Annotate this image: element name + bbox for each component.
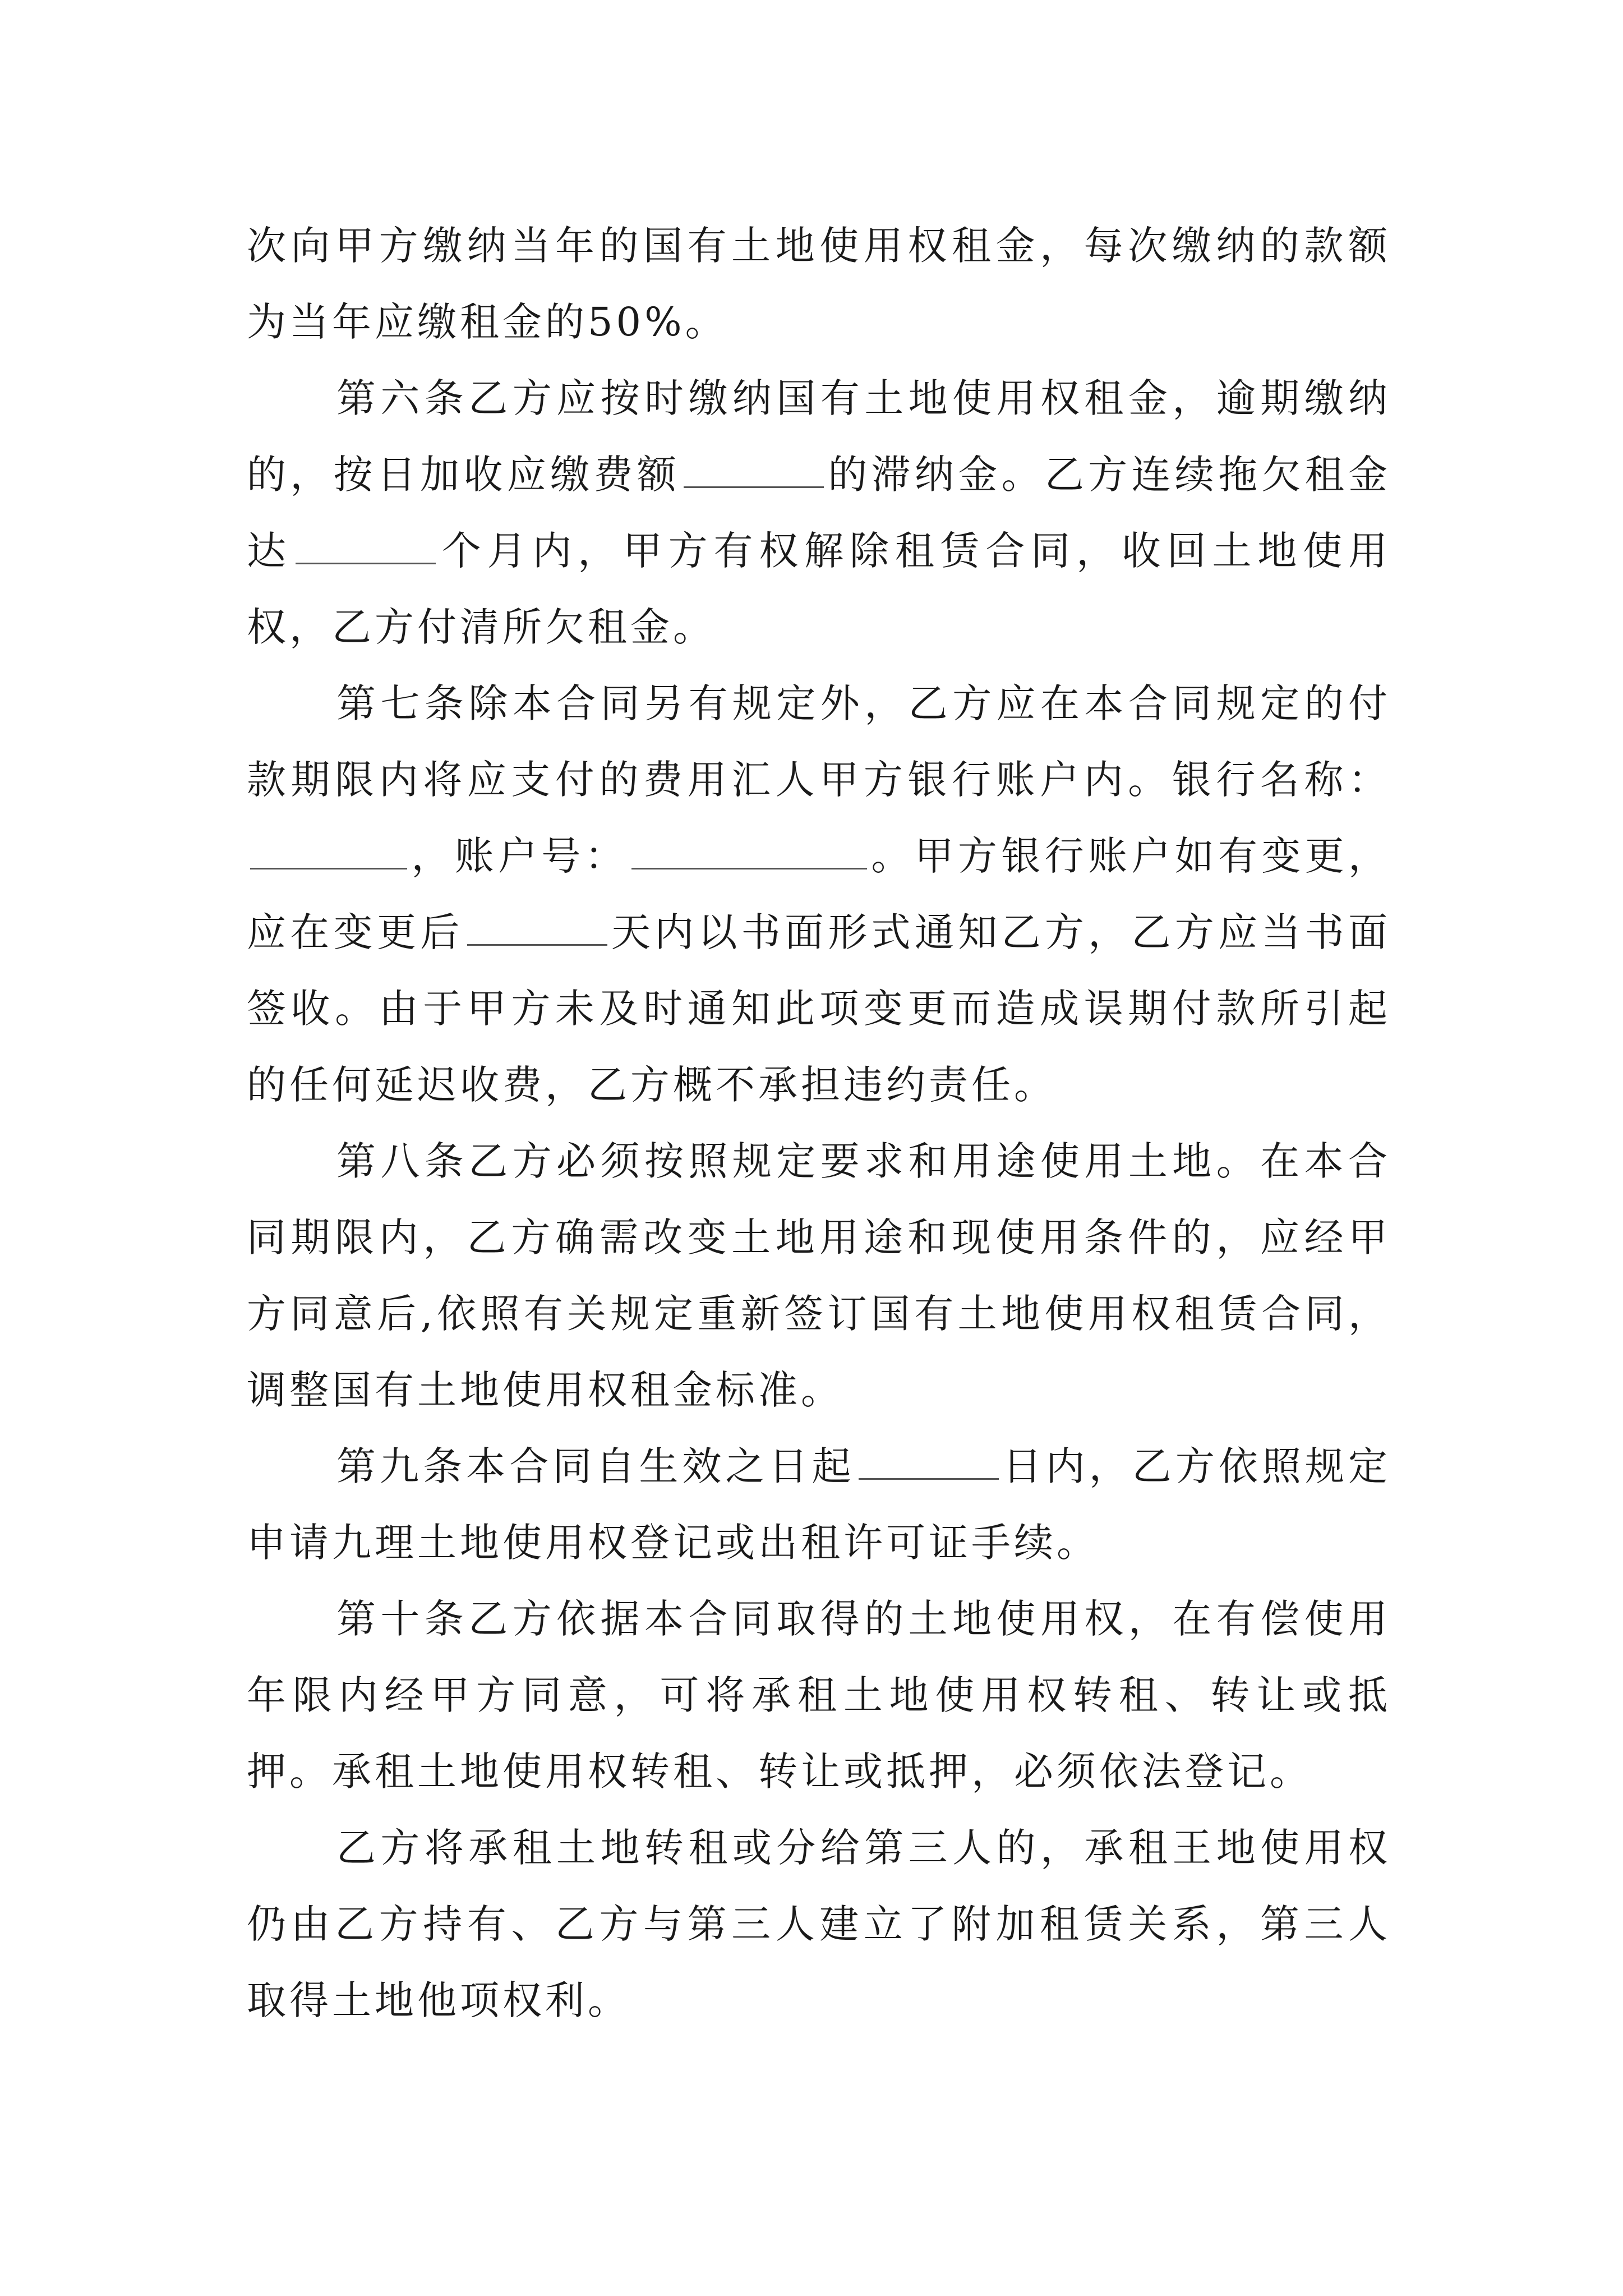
paragraph-text: 第七条除本合同另有规定外，乙方应在本合同规定的付款期限内将应支付的费用汇人甲方银行账户内。银行名称： (247, 680, 1391, 803)
paragraph-text: 的滞纳金。乙方连续拖欠租金达 (247, 452, 1391, 574)
paragraph-text: 第八条乙方必须按照规定要求和用途使用土地。在本合同期限内，乙方确需改变土地用途和现使用条件的，应经甲方同意后,依照有关规定重新签订国有土地使用权租赁合同，调整国有土地使用权租金标准。 (247, 1138, 1391, 1413)
paragraph-rent-payment-continued (247, 208, 1391, 360)
paragraph-article-6 (247, 360, 1391, 665)
blank-notice-days (467, 905, 607, 946)
paragraph-text: 第九条本合同自生效之日起 (336, 1443, 855, 1489)
paragraph-text: ，账户号： (411, 833, 628, 879)
paragraph-text: 个月内，甲方有权解除租赁合同，收回土地使用权，乙方付清所欠租金。 (247, 528, 1391, 650)
paragraph-article-7 (247, 665, 1391, 1123)
blank-registration-days (859, 1439, 999, 1480)
paragraph-article-8 (247, 1123, 1391, 1428)
document-body (247, 208, 1391, 2039)
blank-account-number (631, 829, 867, 869)
paragraph-text: 次向甲方缴纳当年的国有土地使用权租金，每次缴纳的款额为当年应缴租金的50%。 (247, 223, 1391, 345)
paragraph-text: 天内以书面形式通知乙方，乙方应当书面签收。由于甲方未及时通知此项变更而造成误期付款所引起的任何延迟收费，乙方概不承担违约责任。 (247, 909, 1391, 1108)
blank-bank-name (250, 829, 407, 869)
paragraph-text: 日内，乙方依照规定申请九理土地使用权登记或出租许可证手续。 (247, 1443, 1391, 1566)
paragraph-article-9 (247, 1428, 1391, 1581)
paragraph-article-10 (247, 1581, 1391, 1810)
paragraph-text: 第十条乙方依据本合同取得的土地使用权，在有偿使用年限内经甲方同意，可将承租土地使用权转租、转让或抵押。承租土地使用权转租、转让或抵押，必须依法登记。 (247, 1596, 1391, 1795)
paragraph-text: 乙方将承租土地转租或分给第三人的，承租王地使用权仍由乙方持有、乙方与第三人建立了附加租赁关系，第三人取得土地他项权利。 (247, 1825, 1391, 2023)
paragraph-text: 。甲方银行账户如有变更，应在变更后 (247, 833, 1391, 955)
blank-late-fee-rate (684, 447, 824, 488)
paragraph-text: 第六条乙方应按时缴纳国有土地使用权租金，逾期缴纳的，按日加收应缴费额 (247, 375, 1391, 498)
blank-overdue-months (296, 523, 436, 564)
paragraph-sublease (247, 1810, 1391, 2039)
